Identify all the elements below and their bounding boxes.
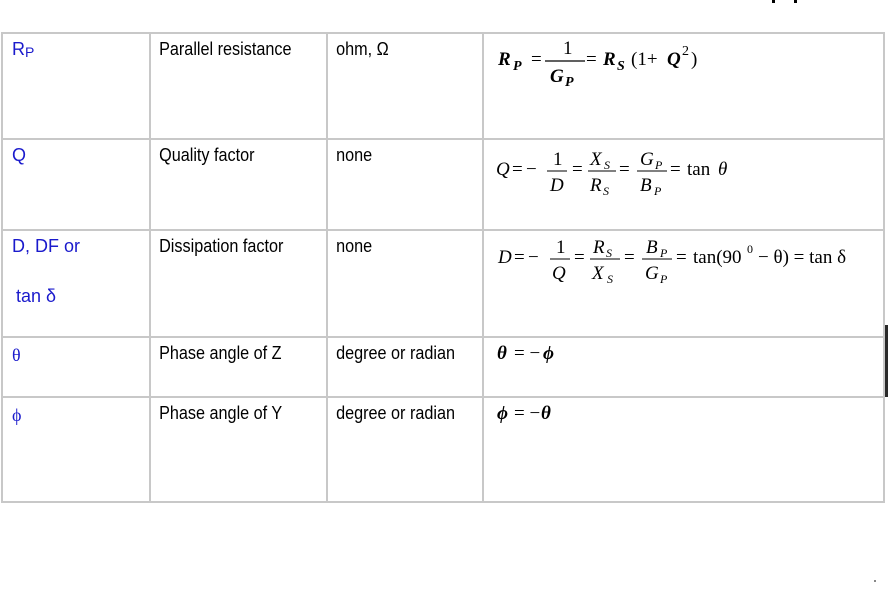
f3-den: G [645, 263, 659, 284]
f2-den-sub: S [607, 272, 613, 286]
f1-den: Q [552, 263, 566, 284]
unit-cell [327, 337, 483, 397]
formula-eq: = − [514, 343, 541, 364]
formula-theta: θ [718, 159, 728, 180]
formula-rs: R [603, 49, 616, 70]
table-row [2, 337, 884, 397]
unit-text: degree or radian [336, 343, 455, 363]
page-edge-mark [772, 0, 802, 4]
f2-den: X [592, 263, 604, 284]
formula-lhs: ϕ [497, 403, 508, 424]
formula-q: Q [667, 49, 681, 70]
f2-num-sub: S [606, 246, 612, 260]
formula-eq: = [512, 159, 523, 180]
formula-lhs: R [498, 49, 511, 70]
f2-num: R [593, 237, 605, 258]
formula-rhs: θ [541, 403, 551, 424]
formula-tail2: − θ) = tan δ [758, 247, 847, 268]
formula-sup: 2 [682, 44, 689, 59]
formula-paren-open: (1+ [631, 49, 658, 70]
f3-den: B [640, 175, 652, 196]
parameter-name: Parallel resistance [159, 39, 292, 59]
formula-lhs-sub: P [513, 59, 522, 74]
f2-den: R [590, 175, 602, 196]
symbol-phi: ϕ [12, 405, 22, 425]
f3-num: B [646, 237, 658, 258]
name-cell [150, 397, 327, 502]
symbol-rp: RP [12, 39, 35, 60]
formula-rs-sub: S [617, 59, 625, 74]
formula-q [484, 140, 883, 229]
eq-2: = [574, 247, 585, 268]
unit-text: ohm, Ω [336, 39, 389, 59]
formula-cell [483, 230, 884, 337]
f3-den-sub: P [660, 272, 668, 286]
symbol-d: D, DF or tan δ [12, 236, 81, 306]
formula-minus: − [526, 159, 537, 180]
table-row [2, 33, 884, 139]
formula-theta [484, 338, 883, 396]
f3-num-sub: P [660, 246, 668, 260]
formula-cell [483, 337, 884, 397]
eq-2: = [572, 159, 583, 180]
f3-num-sub: P [655, 158, 663, 172]
symbol-cell [2, 230, 150, 337]
f1-num: 1 [553, 149, 563, 170]
unit-cell [327, 397, 483, 502]
formula-minus: − [528, 247, 539, 268]
formula-eq: = − [514, 403, 541, 424]
formula-lhs: Q [496, 159, 510, 180]
unit-cell [327, 230, 483, 337]
formula-eq: = [514, 247, 525, 268]
symbol-cell [2, 397, 150, 502]
unit-text: none [336, 236, 373, 256]
unit-text: degree or radian [336, 403, 455, 423]
eq-4: = [676, 247, 687, 268]
formula-phi [484, 398, 883, 501]
name-cell [150, 33, 327, 139]
formula-cell [483, 33, 884, 139]
f2-num: X [590, 149, 602, 170]
symbol-theta: θ [12, 345, 21, 365]
f3-den-sub: P [654, 184, 662, 198]
symbol-cell [2, 337, 150, 397]
formula-den: G [550, 66, 564, 87]
formula-lhs: D [498, 247, 512, 268]
unit-text: none [336, 145, 373, 165]
formula-lhs: θ [497, 343, 507, 364]
formula-num: 1 [563, 38, 573, 59]
formula-paren-close: ) [691, 49, 698, 70]
formula-rhs: ϕ [543, 343, 554, 364]
eq-4: = [670, 159, 681, 180]
symbol-cell [2, 139, 150, 230]
parameter-name: Phase angle of Y [159, 403, 283, 423]
f3-num: G [640, 149, 654, 170]
page-corner-mark [874, 580, 876, 582]
formula-degree: 0 [747, 242, 753, 256]
f2-num-sub: S [604, 158, 610, 172]
formula-tail1: tan(90 [693, 247, 742, 268]
formula-eq2: = [586, 49, 597, 70]
f1-den: D [550, 175, 564, 196]
name-cell [150, 337, 327, 397]
eq-3: = [624, 247, 635, 268]
table-row [2, 397, 884, 502]
formula-eq: = [531, 49, 542, 70]
f2-den-sub: S [603, 184, 609, 198]
formula-rp [484, 34, 883, 138]
unit-cell [327, 139, 483, 230]
parameter-name: Quality factor [159, 145, 255, 165]
unit-cell [327, 33, 483, 139]
symbol-q: Q [12, 145, 27, 165]
parameter-table [1, 32, 885, 503]
name-cell [150, 139, 327, 230]
parameter-name: Dissipation factor [159, 236, 284, 256]
formula-cell [483, 397, 884, 502]
table-row [2, 230, 884, 337]
table-row [2, 139, 884, 230]
parameter-name: Phase angle of Z [159, 343, 282, 363]
symbol-cell [2, 33, 150, 139]
name-cell [150, 230, 327, 337]
formula-cell [483, 139, 884, 230]
formula-tan: tan [687, 159, 711, 180]
formula-den-sub: P [565, 75, 574, 90]
f1-num: 1 [556, 237, 566, 258]
formula-d [484, 231, 883, 336]
eq-3: = [619, 159, 630, 180]
